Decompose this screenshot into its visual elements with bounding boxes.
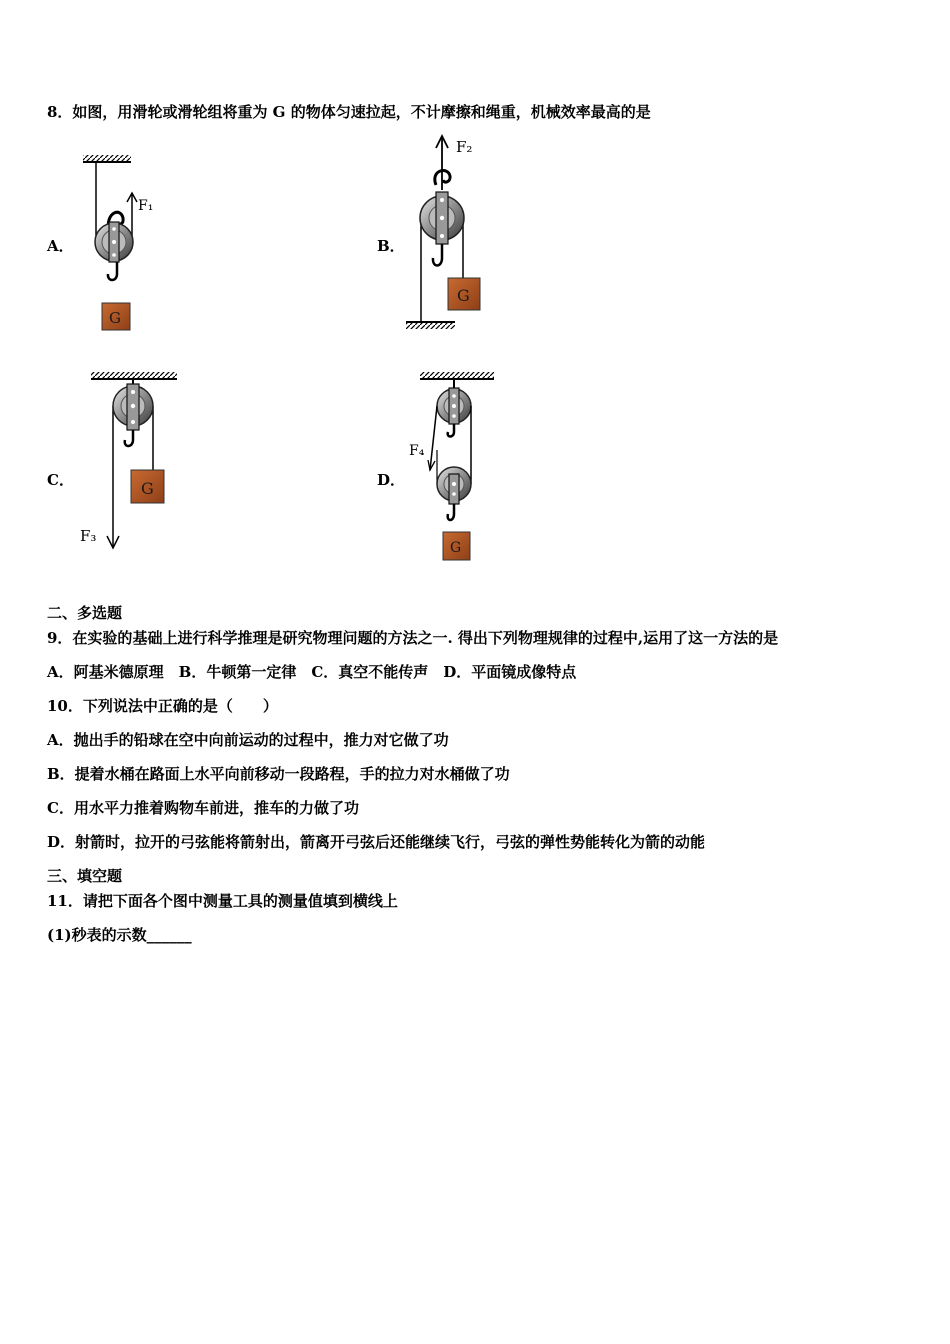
pulley-figure-b xyxy=(400,130,510,330)
q8-option-d-label: D． xyxy=(377,471,406,489)
q8-option-c-label: C． xyxy=(47,471,74,489)
force-label-f3: F₃ xyxy=(80,527,97,545)
q10-option-d: D．射箭时，拉开的弓弦能将箭射出，箭离开弓弦后还能继续飞行，弓弦的弹性势能转化为箭的动能 xyxy=(47,833,706,851)
q8-stem: 8．如图，用滑轮或滑轮组将重为 G 的物体匀速拉起，不计摩擦和绳重，机械效率最高的是 xyxy=(47,103,651,121)
section-title-multiple-choice: 二、多选题 xyxy=(47,604,123,622)
q10-option-c: C．用水平力推着购物车前进，推车的力做了功 xyxy=(47,799,359,817)
pulley-figure-c xyxy=(75,366,195,556)
force-label-f2: F₂ xyxy=(456,138,473,156)
q10-option-b: B．提着水桶在路面上水平向前移动一段路程，手的拉力对水桶做了功 xyxy=(47,765,510,783)
weight-label-g: G xyxy=(450,540,462,556)
weight-label-g: G xyxy=(109,309,121,327)
force-label-f1: F₁ xyxy=(138,198,154,214)
q11-stem: 11．请把下面各个图中测量工具的测量值填到横线上 xyxy=(47,892,398,910)
q8-option-a-label: A． xyxy=(47,237,74,255)
force-label-f4: F₄ xyxy=(409,443,425,459)
q10-option-a: A．抛出手的铅球在空中向前运动的过程中，推力对它做了功 xyxy=(47,731,449,749)
q9-options: A．阿基米德原理 B．牛顿第一定律 C．真空不能传声 D．平面镜成像特点 xyxy=(47,663,577,681)
section-title-fill-in: 三、填空题 xyxy=(47,867,123,885)
weight-label-g: G xyxy=(457,286,470,305)
weight-label-g: G xyxy=(141,479,154,498)
q9-stem: 9．在实验的基础上进行科学推理是研究物理问题的方法之一. 得出下列物理规律的过程中,运用了这一方法的是 xyxy=(47,629,779,647)
pulley-figure-d xyxy=(400,366,510,566)
pulley-figure-a xyxy=(75,148,175,338)
q8-option-b-label: B． xyxy=(377,237,405,255)
q11-part1: (1)秒表的示数______ xyxy=(47,926,192,944)
q10-stem: 10．下列说法中正确的是（ ） xyxy=(47,697,278,715)
